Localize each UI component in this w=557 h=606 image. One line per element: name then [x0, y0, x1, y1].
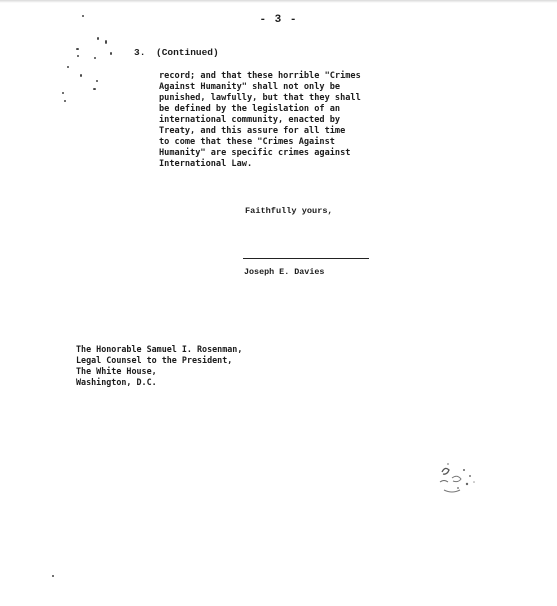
body-line: Humanity" are specific crimes against [159, 148, 351, 158]
body-line: punished, lawfully, but that they shall [159, 93, 361, 103]
scan-edge [0, 0, 557, 3]
section-heading [134, 47, 219, 58]
complimentary-close: Faithfully yours, [245, 206, 333, 216]
body-line: Treaty, and this assure for all time [159, 126, 346, 136]
archive-stamp-mark [434, 458, 480, 498]
body-line: international community, enacted by [159, 115, 341, 125]
body-line: Against Humanity" shall not only be [159, 82, 341, 92]
signature-line [243, 258, 369, 259]
recipient-address [76, 344, 242, 388]
letter-body [159, 71, 399, 170]
address-line: Legal Counsel to the President, [76, 355, 233, 365]
signer-name: Joseph E. Davies [244, 267, 325, 277]
body-line: to come that these "Crimes Against [159, 137, 335, 147]
address-line: The White House, [76, 366, 157, 376]
page-number: - 3 - [259, 14, 298, 26]
section-title: (Continued) [156, 47, 219, 58]
address-line: The Honorable Samuel I. Rosenman, [76, 344, 243, 354]
body-line: be defined by the legislation of an [159, 104, 341, 114]
body-line: International Law. [159, 159, 253, 169]
address-line: Washington, D.C. [76, 377, 157, 387]
body-line: record; and that these horrible "Crimes [159, 71, 361, 81]
section-number: 3. [134, 47, 146, 58]
